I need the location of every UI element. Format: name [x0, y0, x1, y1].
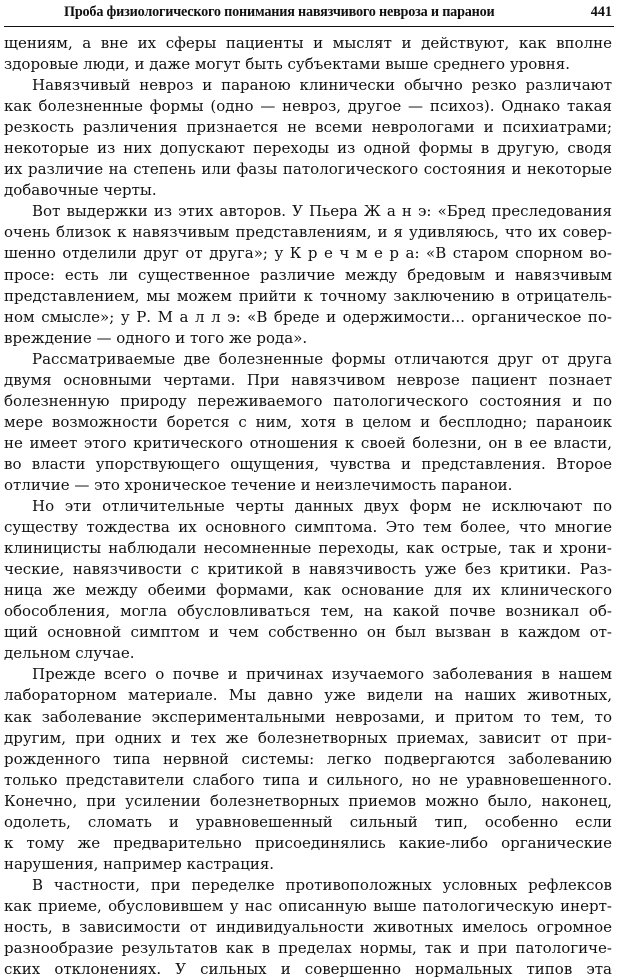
text-line: не имеет этого критического отношения к своей болезни, он в ее власти, — [4, 433, 612, 452]
text-line: рожденного типа нервной системы: легко подвергаются заболеванию — [4, 749, 612, 768]
text-line: существу тождества их основного симптома. Это тем более, что многие — [4, 518, 612, 537]
page-number: 441 — [590, 4, 612, 20]
text-line: Конечно, при усилении болезнетворных приемов можно было, наконец, — [4, 791, 612, 810]
text-line: двумя основными чертами. При навязчивом неврозе пациент познает — [4, 370, 612, 389]
text-line: Прежде всего о почве и причинах изучаемого заболевания в нашем — [32, 665, 612, 684]
text-line: щий основной симптом и чем собственно он был вызван в каждом от- — [4, 623, 612, 642]
text-line: как заболевание экспериментальными неврозами, и притом то тем, то — [4, 707, 612, 726]
text-line: здоровые люди, и даже могут быть субъектами выше среднего уровня. — [4, 55, 570, 74]
text-line: к тому же предварительно присоединялись какие-либо органические — [4, 833, 612, 852]
text-line: представлением, мы можем прийти к точному заключению в отрицатель- — [4, 286, 612, 305]
text-line: шенно отделили друг от друга»; у К р е ч м е р а: «В старом спорном во- — [4, 244, 612, 263]
text-line: их различие на степень или фазы патологического состояния и некоторые — [4, 160, 612, 179]
text-line: мере возможности борется с ним, хотя в целом и бесплодно; параноик — [4, 412, 612, 431]
text-line: Рассматриваемые две болезненные формы отличаются друг от друга — [32, 349, 612, 368]
text-line: ница же между обеими формами, как основание для их клинического — [4, 581, 612, 600]
text-line: Навязчивый невроз и параною клинически обычно резко различают — [32, 76, 612, 95]
text-line: разнообразие результатов как в пределах нормы, так и при патологиче- — [4, 939, 612, 958]
text-line: щениям, а вне их сферы пациенты и мыслят и действуют, как вполне — [4, 34, 612, 52]
text-line: лабораторном материале. Мы давно уже видели на наших животных, — [4, 686, 612, 705]
text-line: некоторые из них допускают переходы из одной формы в другую, сводя — [4, 139, 612, 158]
text-line: просе: есть ли существенное различие между бредовым и навязчивым — [4, 265, 612, 284]
text-line: Но эти отличительные черты данных двух форм не исключают по — [32, 497, 612, 516]
text-line: дельном случае. — [4, 644, 135, 663]
text-line: В частности, при переделке противоположных условных рефлексов — [32, 875, 612, 894]
text-line: как приеме, обусловившем у нас описанную выше патологическую инерт- — [4, 896, 612, 915]
running-title: Проба физиологического понимания навязчивого невроза и паранои — [64, 4, 495, 20]
text-line: нарушения, например кастрация. — [4, 854, 275, 873]
text-line: резкость различения признается не всеми неврологами и психиатрами; — [4, 118, 612, 137]
running-head — [4, 0, 614, 27]
body-text — [4, 33, 612, 980]
text-line: во власти упорствующего ощущения, чувства и представления. Второе — [4, 454, 612, 473]
text-line: вреждение — одного и того же рода». — [4, 328, 308, 347]
text-line: Вот выдержки из этих авторов. У Пьера Ж а н э: «Бред преследования — [32, 202, 612, 221]
text-line: ческие, навязчивости с критикой в навязчивость уже без критики. Раз- — [4, 560, 612, 579]
text-line: очень близок к навязчивым представлениям, и я удивляюсь, что их совер- — [4, 223, 612, 242]
text-line: одолеть, сломать и уравновешенный сильный тип, особенно если — [4, 812, 612, 831]
text-line: добавочные черты. — [4, 181, 157, 200]
text-line: обособления, могла обусловливаться тем, на какой почве возникал об- — [4, 602, 612, 621]
text-line: как болезненные формы (одно — невроз, другое — психоз). Однако такая — [4, 97, 612, 116]
text-line: ном смысле»; у Р. М а л л э: «В бреде и одержимости... органическое по- — [4, 307, 612, 326]
text-line: другим, при одних и тех же болезнетворных приемах, зависит от при- — [4, 728, 612, 747]
text-line: ность, в зависимости от индивидуальности животных имелось огромное — [4, 917, 612, 936]
text-line: клиницисты наблюдали несомненные переходы, как острые, так и хрони- — [4, 539, 612, 558]
text-line: болезненную природу переживаемого патологического состояния и по — [4, 391, 612, 410]
text-line: ских отклонениях. У сильных и совершенно нормальных типов эта — [4, 960, 612, 979]
text-line: только представители слабого типа и сильного, но не уравновешенного. — [4, 770, 612, 789]
text-line: отличие — это хроническое течение и неизлечимость паранои. — [4, 475, 513, 494]
